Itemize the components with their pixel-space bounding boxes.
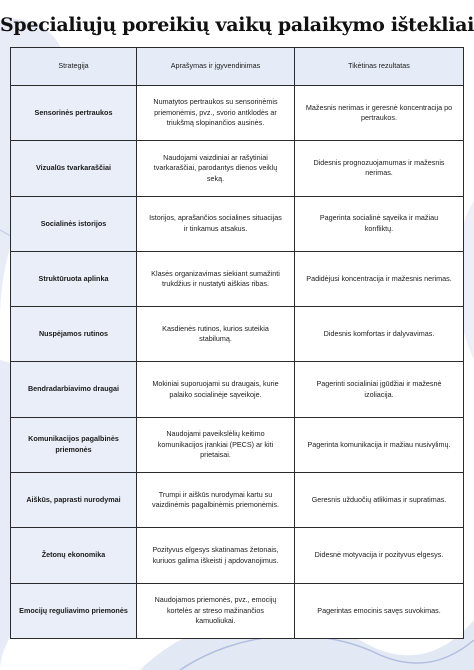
header-description: Aprašymas ir įgyvendinimas — [137, 48, 295, 86]
strategy-cell: Komunikacijos pagalbinės priemonės — [11, 417, 137, 472]
description-cell: Naudojami vaizdiniai ar rašytiniai tvarkaraščiai, parodantys dienos veiklų seką. — [137, 141, 295, 196]
result-cell: Geresnis užduočių atlikimas ir supratimas. — [295, 473, 464, 528]
strategy-table — [10, 47, 464, 639]
table-row — [11, 196, 464, 251]
header-strategy: Strategija — [11, 48, 137, 86]
table-row — [11, 251, 464, 306]
strategy-cell: Struktūruota aplinka — [11, 251, 137, 306]
result-cell: Didesnė motyvacija ir pozityvus elgesys. — [295, 528, 464, 583]
result-cell: Padidėjusi koncentracija ir mažesnis nerimas. — [295, 251, 464, 306]
strategy-cell: Bendradarbiavimo draugai — [11, 362, 137, 417]
strategy-cell: Sensorinės pertraukos — [11, 86, 137, 141]
strategy-cell: Socialinės istorijos — [11, 196, 137, 251]
table-row — [11, 473, 464, 528]
strategy-cell: Aiškūs, paprasti nurodymai — [11, 473, 137, 528]
description-cell: Pozityvus elgesys skatinamas žetonais, kuriuos galima iškeisti į apdovanojimus. — [137, 528, 295, 583]
table-row — [11, 86, 464, 141]
result-cell: Pagerinta komunikacija ir mažiau nusivylimų. — [295, 417, 464, 472]
page-title: Specialiųjų poreikių vaikų palaikymo ištekliai — [0, 14, 474, 36]
result-cell: Pagerinti socialiniai įgūdžiai ir mažesnė izoliacija. — [295, 362, 464, 417]
table-row — [11, 307, 464, 362]
table-header-row — [11, 48, 464, 86]
description-cell: Klasės organizavimas siekiant sumažinti trukdžius ir nustatyti aiškias ribas. — [137, 251, 295, 306]
description-cell: Kasdienės rutinos, kurios suteikia stabilumą. — [137, 307, 295, 362]
strategy-cell: Nuspėjamos rutinos — [11, 307, 137, 362]
header-expected-result: Tikėtinas rezultatas — [295, 48, 464, 86]
description-cell: Naudojamos priemonės, pvz., emocijų kortelės ar streso mažinančios kamuoliukai. — [137, 583, 295, 638]
table-row — [11, 417, 464, 472]
description-cell: Naudojami paveikslėlių keitimo komunikacijos įrankiai (PECS) ar kiti prietaisai. — [137, 417, 295, 472]
result-cell: Didesnis prognozuojamumas ir mažesnis nerimas. — [295, 141, 464, 196]
description-cell: Istorijos, aprašančios socialines situacijas ir tinkamus atsakus. — [137, 196, 295, 251]
description-cell: Trumpi ir aiškūs nurodymai kartu su vaizdinėmis pagalbinėmis priemonėmis. — [137, 473, 295, 528]
strategy-cell: Vizualūs tvarkaraščiai — [11, 141, 137, 196]
description-cell: Numatytos pertraukos su sensorinėmis priemonėmis, pvz., svorio antklodės ar triukšmą slopinančios ausinės. — [137, 86, 295, 141]
table-row — [11, 583, 464, 638]
result-cell: Pagerinta socialinė sąveika ir mažiau konfliktų. — [295, 196, 464, 251]
strategy-cell: Žetonų ekonomika — [11, 528, 137, 583]
result-cell: Didesnis komfortas ir dalyvavimas. — [295, 307, 464, 362]
strategy-cell: Emocijų reguliavimo priemonės — [11, 583, 137, 638]
result-cell: Mažesnis nerimas ir geresnė koncentracija po pertraukos. — [295, 86, 464, 141]
description-cell: Mokiniai suporuojami su draugais, kurie palaiko socialinėje sąveikoje. — [137, 362, 295, 417]
table-row — [11, 528, 464, 583]
result-cell: Pagerintas emocinis savęs suvokimas. — [295, 583, 464, 638]
table-row — [11, 141, 464, 196]
table-row — [11, 362, 464, 417]
